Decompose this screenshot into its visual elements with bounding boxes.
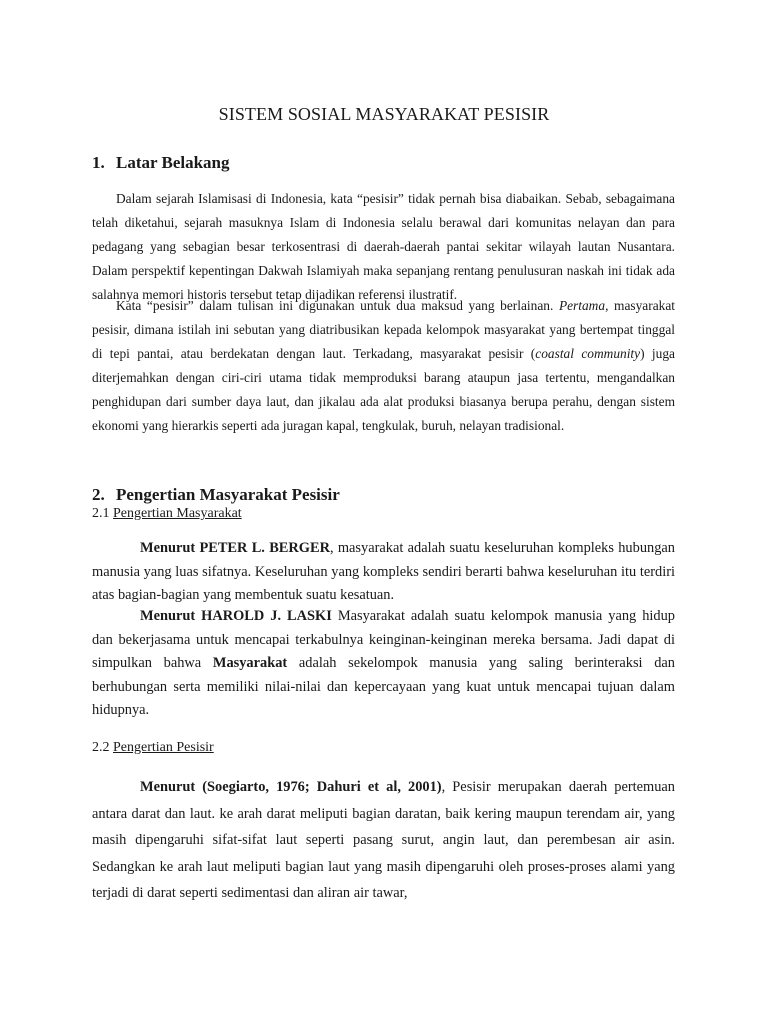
- para4-text-a: Masyarakat adalah suatu kelompok manusia yang hidup dan bekerjasama untuk mencapai terkabulnya keinginan-keinginan mereka bersama. Jadi dapat di simpulkan bahwa: [92, 608, 675, 671]
- paragraph-latar-belakang-2: [92, 294, 675, 438]
- paragraph-harold-laski: [92, 605, 675, 723]
- subsection-2-2-number: 2.2: [92, 740, 113, 755]
- paragraph-pengertian-pesisir: [92, 774, 675, 907]
- page-title: SISTEM SOSIAL MASYARAKAT PESISIR: [218, 104, 550, 124]
- para5-text: , Pesisir merupakan daerah pertemuan antara darat dan laut. ke arah darat meliputi bagian daratan, baik kering maupun terendam air, yang masih dipengaruhi sifat-sifat laut seperti pasang surut, angin laut, dan perembesan air asin. Sedangkan ke arah laut meliputi bagian laut yang masih dipengaruhi oleh proses-proses alami yang terjadi di darat seperti sedimentasi dan aliran air tawar,: [92, 779, 675, 901]
- para3-bold-author: Menurut PETER L. BERGER: [140, 540, 330, 556]
- para2-emphasis-pertama: Pertama: [558, 298, 606, 313]
- paragraph-latar-belakang-1: Dalam sejarah Islamisasi di Indonesia, kata “pesisir” tidak pernah bisa diabaikan. Sebab, sebagaimana telah diketahui, sejarah masuknya Islam di Indonesia selalu berawal dari komunitas nelayan dan para pedagang yang sebagian besar terkosentrasi di daerah-daerah pantai sekitar wilayah lautan Nusantara. Dalam perspektif kepentingan Dakwah Islamiyah maka sepanjang rentang penulusuran naskah ini tidak ada salahnya memori historis tersebut tetap dijadikan referensi ilustratif.: [92, 191, 675, 302]
- section-2-heading: [92, 485, 340, 505]
- para2-text-c: ) juga diterjemahkan dengan ciri-ciri utama tidak memproduksi barang ataupun jasa tertentu, mengandalkan penghidupan dari sumber daya laut, dan jikalau ada alat produksi biasanya berupa perahu, dengan sistem ekonomi yang hierarkis seperti ada juragan kapal, tengkulak, buruh, nelayan tradisional.: [92, 346, 675, 433]
- subsection-2-2-heading: [92, 740, 214, 756]
- section-1-heading-text: Latar Belakang: [116, 153, 230, 172]
- section-1-number: 1.: [92, 153, 105, 172]
- para4-bold-masyarakat: Masyarakat: [212, 655, 288, 671]
- para4-text-b: adalah sekelompok manusia yang saling berinteraksi dan berhubungan serta memiliki nilai-nilai dan kepercayaan yang kuat untuk mencapai tujuan dalam hidupnya.: [92, 655, 675, 718]
- para2-text-a: Kata “pesisir” dalam tulisan ini digunakan untuk dua maksud yang berlainan.: [116, 298, 559, 313]
- section-2-heading-text: Pengertian Masyarakat Pesisir: [116, 485, 340, 504]
- para5-bold-citation: Menurut (Soegiarto, 1976; Dahuri et al, 2001): [140, 779, 442, 795]
- para2-emphasis-coastal-community: coastal community: [535, 346, 641, 361]
- paragraph-peter-berger: [92, 537, 675, 608]
- subsection-2-2-title: Pengertian Pesisir: [113, 740, 214, 755]
- subsection-2-1-heading: [92, 506, 242, 522]
- subsection-2-1-title: Pengertian Masyarakat: [113, 506, 242, 521]
- section-1-heading: [92, 153, 230, 173]
- para2-text-b: , masyarakat pesisir, dimana istilah ini sebutan yang diatribusikan kepada kelompok masyarakat yang bertempat tinggal di tepi pantai, atau berdekatan dengan laut. Terkadang, masyarakat pesisir (: [92, 298, 675, 361]
- subsection-2-1-number: 2.1: [92, 506, 113, 521]
- para4-bold-author: Menurut HAROLD J. LASKI: [140, 608, 332, 624]
- section-2-number: 2.: [92, 485, 105, 504]
- para3-text: , masyarakat adalah suatu keseluruhan kompleks hubungan manusia yang luas sifatnya. Keseluruhan yang kompleks sendiri berarti bahwa keseluruhan itu terdiri atas bagian-bagian yang membentuk suatu kesatuan.: [92, 540, 675, 603]
